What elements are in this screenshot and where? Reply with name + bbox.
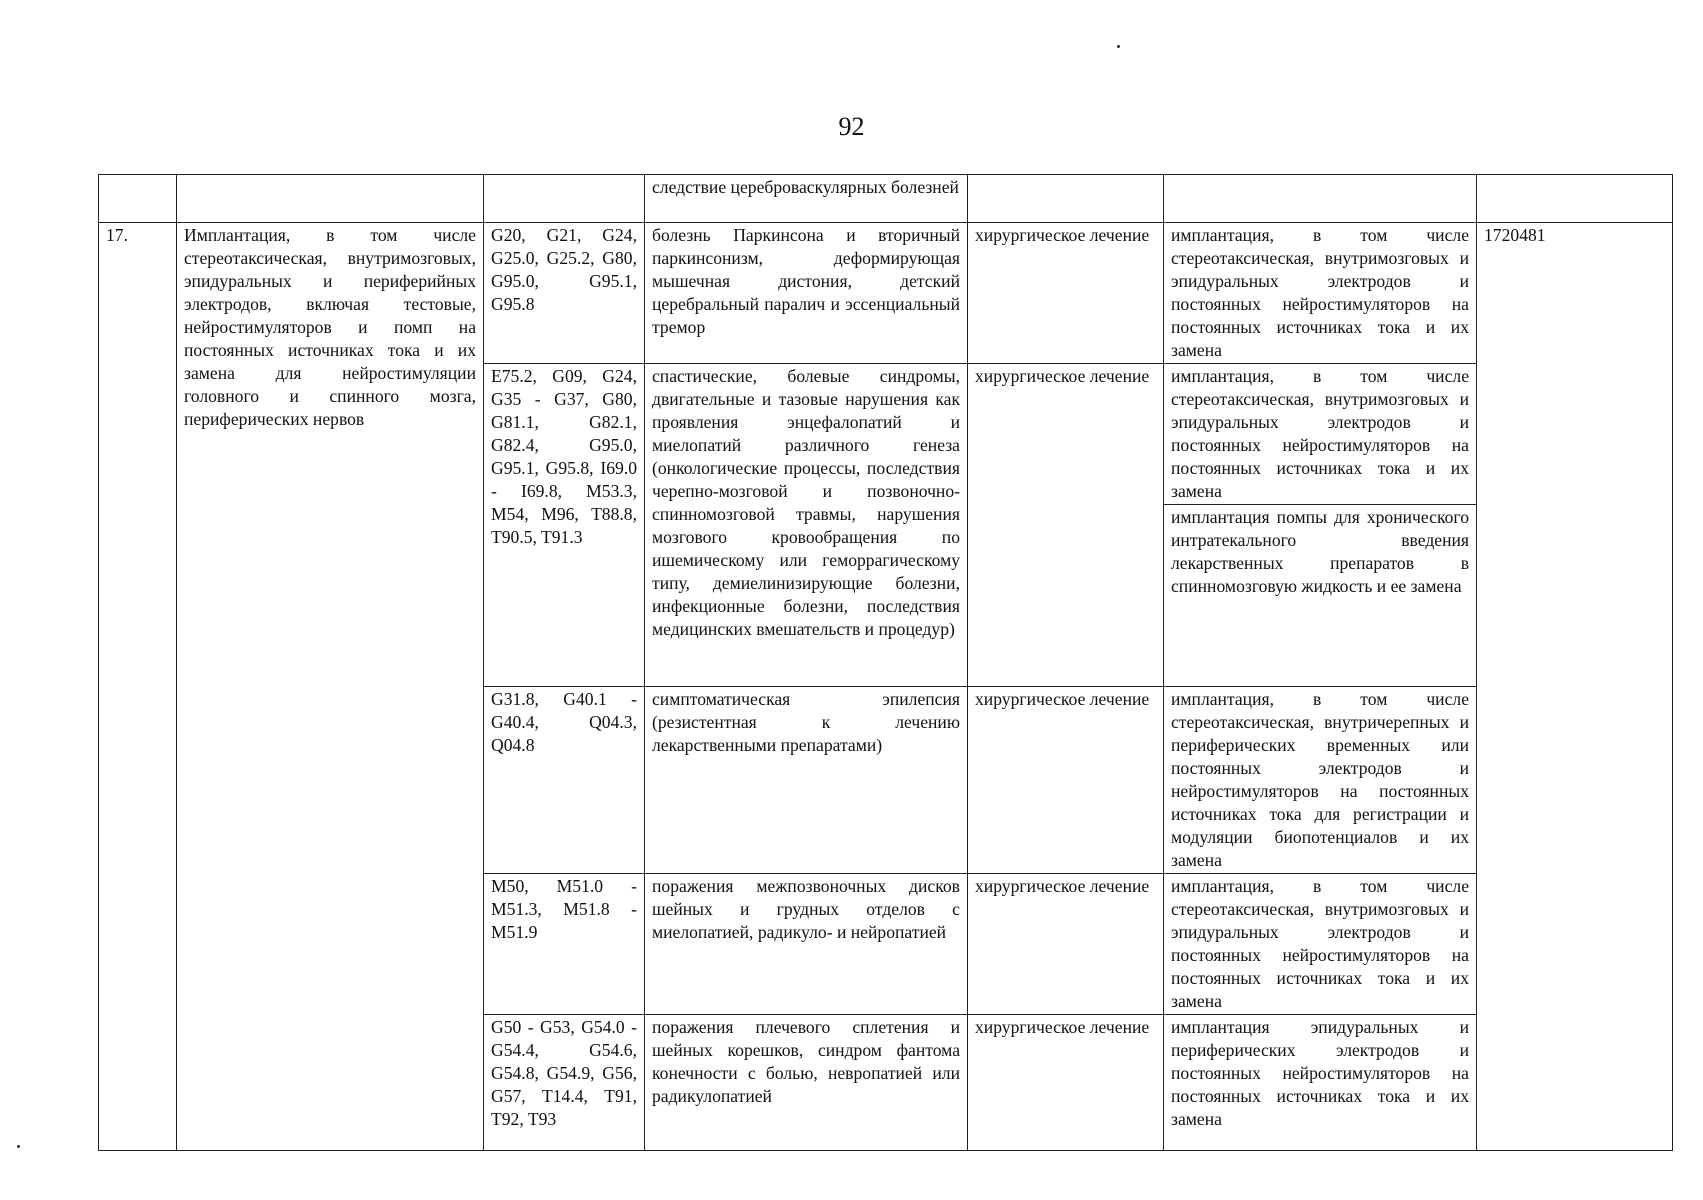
method-cell [1164, 175, 1477, 223]
diagnosis-codes: E75.2, G09, G24, G35 - G37, G80, G81.1, G82.1, G82.4, G95.0, G95.1, G95.8, I69.0 - I69.8, M53.3, M54, M96, T88.8, T90.5, T91.3 [484, 364, 645, 687]
indication: спастические, болевые синдромы, двигательные и тазовые нарушения как проявления энцефалопатий и миелопатий различного генеза (онкологические процессы, последствия черепно-мозговой и позвоночно-спинномозговой травмы, нарушения мозгового кровообращения по ишемическому или геморрагическому типу, демиелинизирующие болезни, инфекционные болезни, последствия медицинских вмешательств и процедур) [645, 364, 968, 687]
treatment-type: хирургическое лечение [968, 223, 1164, 364]
group-code: 1720481 [1477, 223, 1673, 1151]
group-code-cell [1477, 175, 1673, 223]
treatment-type: хирургическое лечение [968, 874, 1164, 1015]
scan-speck [17, 1145, 20, 1148]
indication: поражения межпозвоночных дисков шейных и грудных отделов с миелопатией, радикуло- и нейропатией [645, 874, 968, 1015]
page-number: 92 [838, 112, 865, 141]
indication: поражения плечевого сплетения и шейных корешков, синдром фантома конечности с болью, невропатией или радикулопатией [645, 1015, 968, 1151]
diagnosis-codes: M50, M51.0 - M51.3, M51.8 - M51.9 [484, 874, 645, 1015]
treatment-method: имплантация помпы для хронического интратекального введения лекарственных препаратов в спинномозговую жидкость и ее замена [1164, 505, 1477, 687]
codes-cell [484, 175, 645, 223]
medical-care-table [98, 174, 1673, 1151]
number-cell [99, 175, 177, 223]
item-number: 17. [99, 223, 177, 1151]
indication: болезнь Паркинсона и вторичный паркинсонизм, деформирующая мышечная дистония, детский церебральный паралич и эссенциальный тремор [645, 223, 968, 364]
treatment-method: имплантация, в том числе стереотаксическая, внутримозговых и эпидуральных электродов и постоянных нейростимуляторов на постоянных источниках тока и их замена [1164, 874, 1477, 1015]
name-cell [177, 175, 484, 223]
table-row [99, 223, 1673, 364]
treatment-method: имплантация, в том числе стереотаксическая, внутричерепных и периферических временных или постоянных электродов и нейростимуляторов на постоянных источниках тока для регистрации и модуляции биопотенциалов и их замена [1164, 687, 1477, 874]
item-name: Имплантация, в том числе стереотаксическая, внутримозговых, эпидуральных и периферийных электродов, включая тестовые, нейростимуляторов и помп на постоянных источниках тока и их замена для нейростимуляции головного и спинного мозга, периферических нервов [177, 223, 484, 1151]
scan-speck [1117, 45, 1120, 48]
treatment-method: имплантация эпидуральных и периферических электродов и постоянных нейростимуляторов на постоянных источниках тока и их замена [1164, 1015, 1477, 1151]
diagnosis-codes: G50 - G53, G54.0 - G54.4, G54.6, G54.8, G54.9, G56, G57, T14.4, T91, T92, T93 [484, 1015, 645, 1151]
indication-cell: следствие цереброваскулярных болезней [645, 175, 968, 223]
indication: симптоматическая эпилепсия (резистентная к лечению лекарственными препаратами) [645, 687, 968, 874]
treatment-cell [968, 175, 1164, 223]
treatment-method: имплантация, в том числе стереотаксическая, внутримозговых и эпидуральных электродов и постоянных нейростимуляторов на постоянных источниках тока и их замена [1164, 223, 1477, 364]
treatment-type: хирургическое лечение [968, 687, 1164, 874]
treatment-type: хирургическое лечение [968, 1015, 1164, 1151]
diagnosis-codes: G31.8, G40.1 - G40.4, Q04.3, Q04.8 [484, 687, 645, 874]
carry-over-row [99, 175, 1673, 223]
treatment-type: хирургическое лечение [968, 364, 1164, 687]
diagnosis-codes: G20, G21, G24, G25.0, G25.2, G80, G95.0, G95.1, G95.8 [484, 223, 645, 364]
treatment-method: имплантация, в том числе стереотаксическая, внутримозговых и эпидуральных электродов и постоянных нейростимуляторов на постоянных источниках тока и их замена [1164, 364, 1477, 505]
